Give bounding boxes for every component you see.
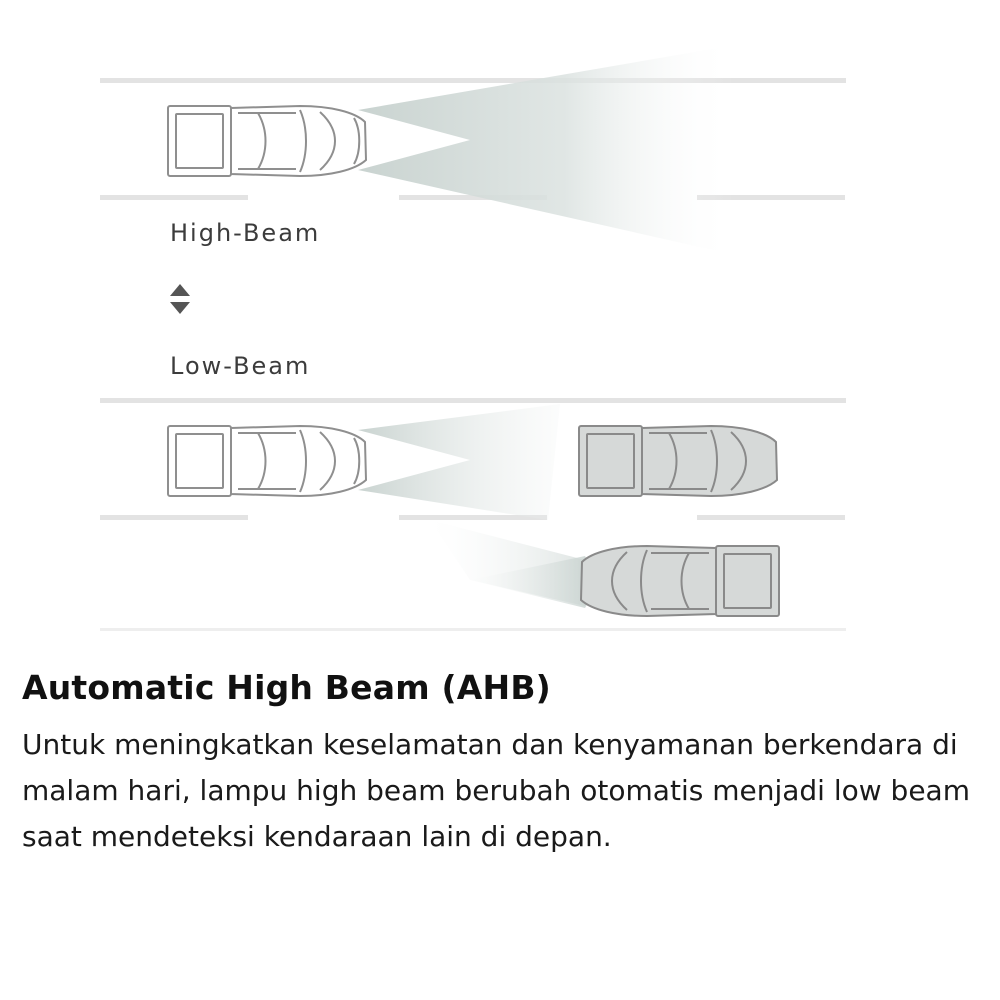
lane-marking xyxy=(100,195,248,200)
oncoming-pickup-truck xyxy=(581,546,779,616)
road-edge-line xyxy=(100,628,846,631)
lane-marking xyxy=(697,515,845,520)
feature-title: Automatic High Beam (AHB) xyxy=(22,668,551,707)
road-edge-line xyxy=(100,398,846,403)
high-beam-label: High-Beam xyxy=(170,219,321,247)
up-down-triangles-icon xyxy=(168,282,192,318)
low-beam-label: Low-Beam xyxy=(170,352,311,380)
low-beam-scene xyxy=(100,398,846,631)
ego-pickup-truck xyxy=(168,426,366,496)
lane-marking xyxy=(100,515,248,520)
feature-description: Untuk meningkatkan keselamatan dan kenyamanan berkendara di malam hari, lampu high beam berubah otomatis menjadi low beam saat mendeteksi kendaraan lain di depan. xyxy=(22,728,970,853)
low-beam-light xyxy=(358,404,560,520)
high-beam-light xyxy=(358,45,735,255)
oncoming-car-beam xyxy=(430,520,585,606)
ego-pickup-truck xyxy=(168,106,366,176)
preceding-pickup-truck xyxy=(579,426,777,496)
